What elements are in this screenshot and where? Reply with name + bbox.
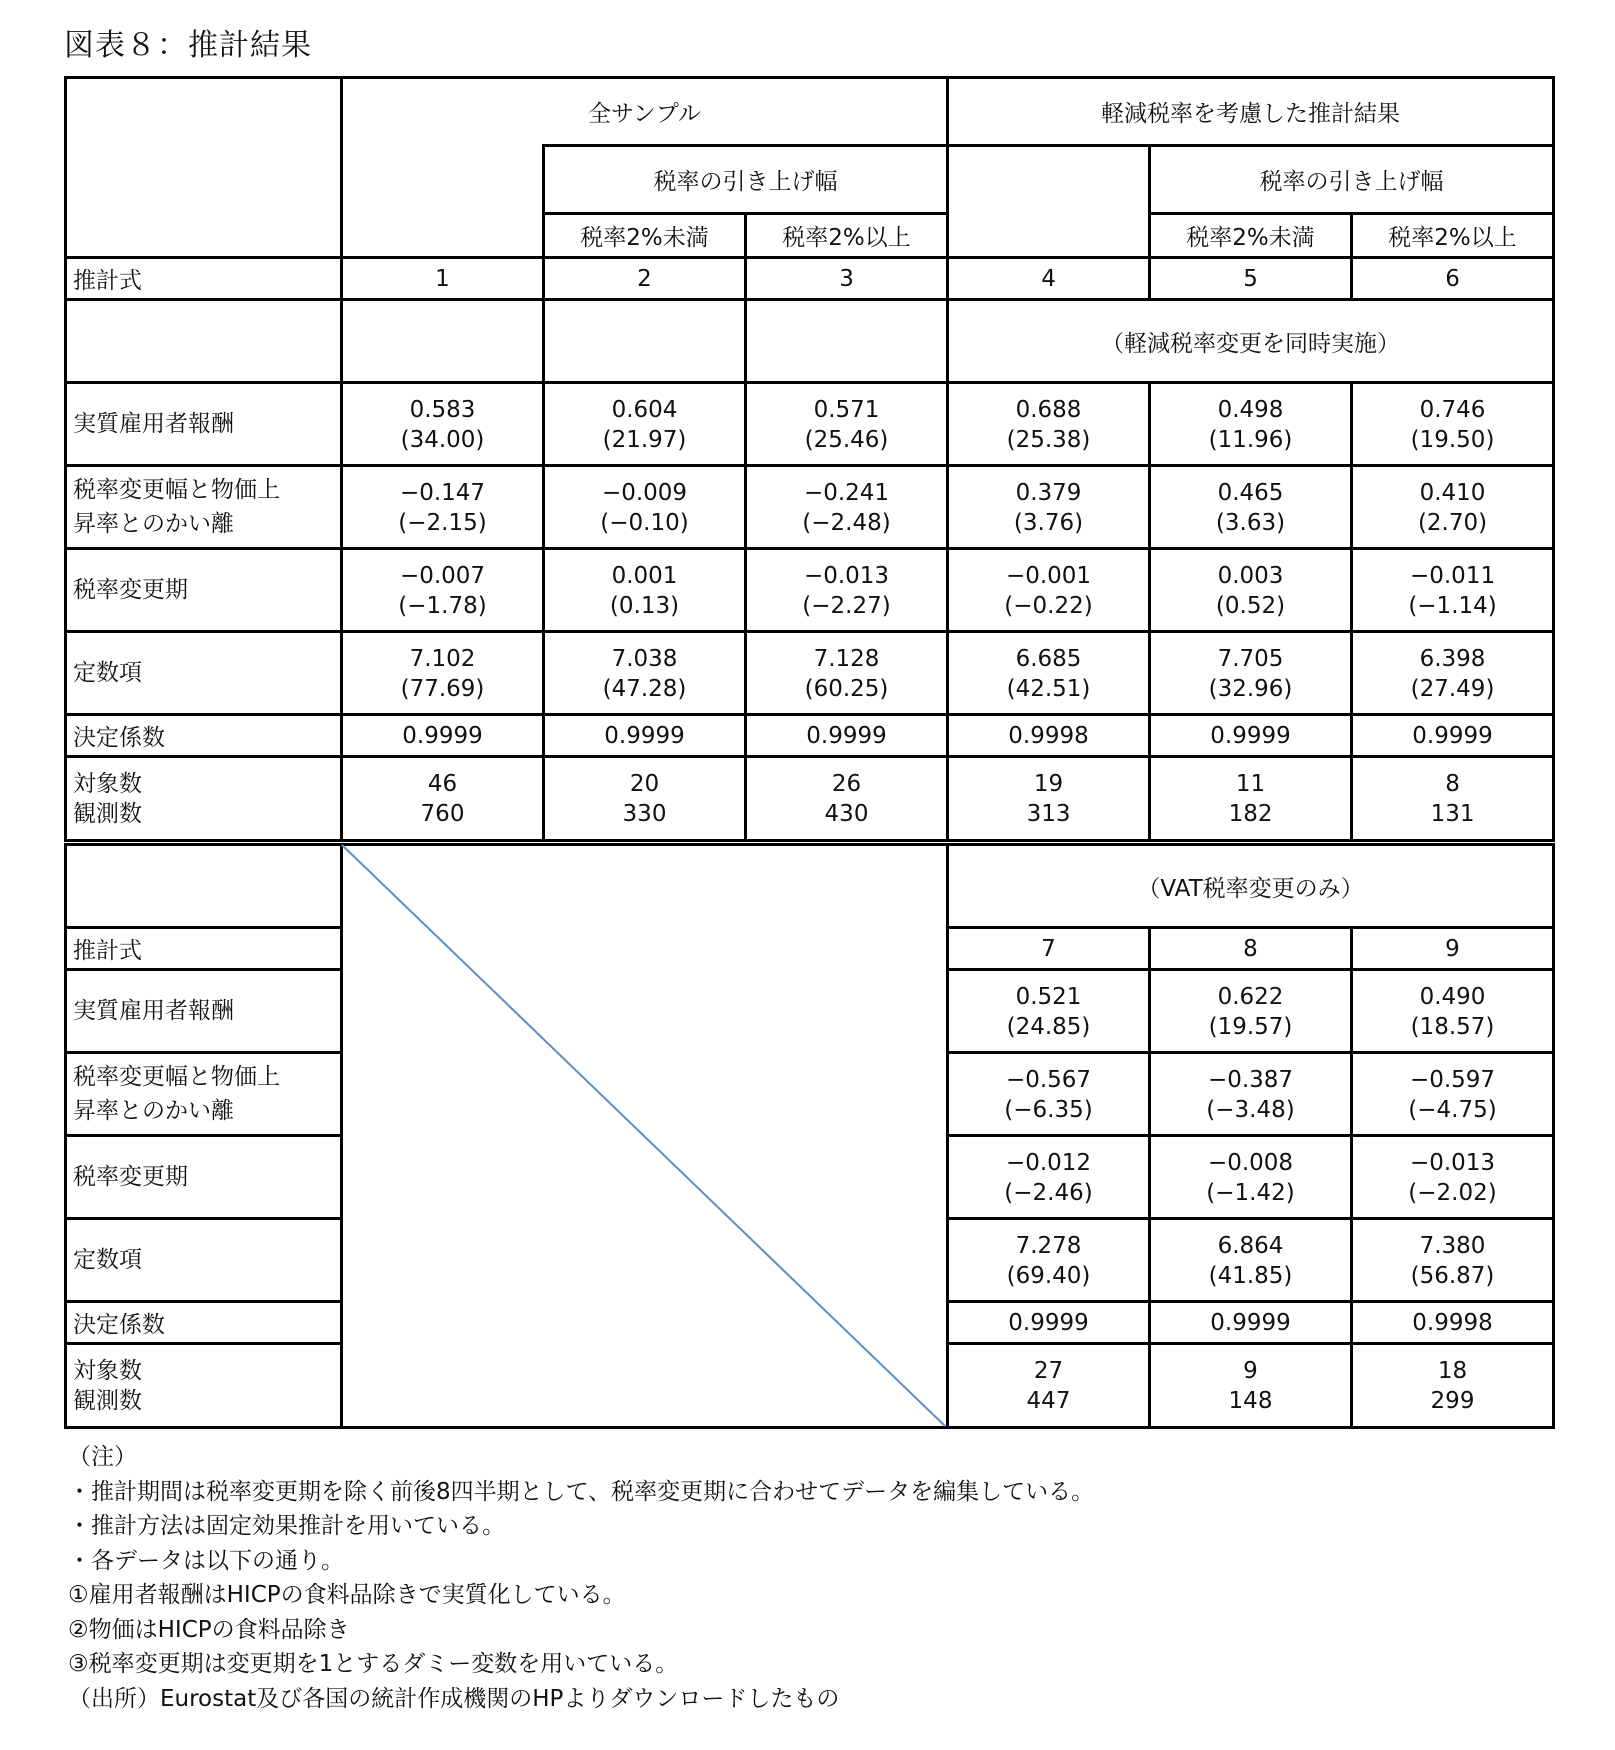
row-label: 対象数 観測数	[66, 757, 342, 841]
results-table-upper	[64, 76, 1555, 842]
row-label: 税率変更幅と物価上 昇率とのかい離	[66, 466, 342, 549]
cell: 0.9999	[746, 715, 948, 757]
header-spacer	[948, 214, 1150, 258]
row-label: 実質雇用者報酬	[66, 383, 342, 466]
cell: 0.571 (25.46)	[746, 383, 948, 466]
row-label: 定数項	[66, 632, 342, 715]
source-line: （出所）Eurostat及び各国の統計作成機関のHPよりダウンロードしたもの	[68, 1685, 840, 1712]
header-ge2-b: 税率2%以上	[1352, 214, 1554, 258]
header-spacer	[948, 146, 1150, 214]
cell: 0.9999	[1352, 715, 1554, 757]
cell: 0.9998	[1352, 1302, 1554, 1344]
header-spacer	[342, 146, 544, 214]
cell: 27 447	[948, 1344, 1150, 1428]
note-line: ・各データは以下の通り。	[68, 1547, 344, 1574]
blank-cell	[66, 845, 342, 928]
cell: 0.604 (21.97)	[544, 383, 746, 466]
row-label: 税率変更幅と物価上 昇率とのかい離	[66, 1053, 342, 1136]
note-line: ③税率変更期は変更期を1とするダミー変数を用いている。	[68, 1651, 679, 1677]
cell: 8 131	[1352, 757, 1554, 841]
header-blank	[66, 78, 342, 258]
cell: 0.688 (25.38)	[948, 383, 1150, 466]
eq-label: 推計式	[66, 928, 342, 970]
cell: −0.009 (−0.10)	[544, 466, 746, 549]
diagonal-empty-area	[342, 845, 948, 1428]
cell: −0.012 (−2.46)	[948, 1136, 1150, 1219]
note-line: ・推計方法は固定効果推計を用いている。	[68, 1513, 505, 1539]
cell: −0.013 (−2.27)	[746, 549, 948, 632]
eq-number: 6	[1352, 258, 1554, 300]
cell: 0.001 (0.13)	[544, 549, 746, 632]
cell: 0.9999	[948, 1302, 1150, 1344]
cell: 0.9999	[544, 715, 746, 757]
cell: 6.685 (42.51)	[948, 632, 1150, 715]
cell: 6.398 (27.49)	[1352, 632, 1554, 715]
cell: 7.278 (69.40)	[948, 1219, 1150, 1302]
cell: 9 148	[1150, 1344, 1352, 1428]
cell: −0.007 (−1.78)	[342, 549, 544, 632]
eq-number: 7	[948, 928, 1150, 970]
row-label: 対象数 観測数	[66, 1344, 342, 1428]
cell: 0.003 (0.52)	[1150, 549, 1352, 632]
blank-cell	[66, 300, 342, 383]
cell: 0.465 (3.63)	[1150, 466, 1352, 549]
eq-number: 4	[948, 258, 1150, 300]
cell: 0.9999	[1150, 1302, 1352, 1344]
cell: 20 330	[544, 757, 746, 841]
row-label: 税率変更期	[66, 549, 342, 632]
cell: 0.410 (2.70)	[1352, 466, 1554, 549]
eq-number: 5	[1150, 258, 1352, 300]
row-label: 実質雇用者報酬	[66, 970, 342, 1053]
note-line: （注）	[68, 1444, 137, 1470]
cell: 0.746 (19.50)	[1352, 383, 1554, 466]
cell: −0.001 (−0.22)	[948, 549, 1150, 632]
eq-number: 3	[746, 258, 948, 300]
row-label: 決定係数	[66, 715, 342, 757]
row-label: 税率変更期	[66, 1136, 342, 1219]
cell: −0.011 (−1.14)	[1352, 549, 1554, 632]
eq-number: 8	[1150, 928, 1352, 970]
header-group-reduced: 軽減税率を考慮した推計結果	[948, 78, 1554, 146]
eq-number: 2	[544, 258, 746, 300]
note-vat: （VAT税率変更のみ）	[948, 845, 1554, 928]
cell: 0.9999	[342, 715, 544, 757]
cell: −0.567 (−6.35)	[948, 1053, 1150, 1136]
note-line: ・推計期間は税率変更期を除く前後8四半期として、税率変更期に合わせてデータを編集している。	[68, 1478, 1095, 1505]
cell: 6.864 (41.85)	[1150, 1219, 1352, 1302]
cell: −0.147 (−2.15)	[342, 466, 544, 549]
cell: 18 299	[1352, 1344, 1554, 1428]
blank-cell	[746, 300, 948, 383]
cell: 7.038 (47.28)	[544, 632, 746, 715]
table-row	[66, 715, 1554, 757]
cell: 11 182	[1150, 757, 1352, 841]
cell: 7.102 (77.69)	[342, 632, 544, 715]
cell: 0.9998	[948, 715, 1150, 757]
note-simultaneous: （軽減税率変更を同時実施）	[948, 300, 1554, 383]
footnotes	[68, 1440, 1094, 1716]
cell: 0.583 (34.00)	[342, 383, 544, 466]
blank-cell	[544, 300, 746, 383]
table-row	[66, 549, 1554, 632]
header-spacer	[342, 214, 544, 258]
row-label: 決定係数	[66, 1302, 342, 1344]
note-line: ①雇用者報酬はHICPの食料品除きで実質化している。	[68, 1582, 626, 1608]
blank-cell	[342, 300, 544, 383]
cell: 0.521 (24.85)	[948, 970, 1150, 1053]
cell: −0.597 (−4.75)	[1352, 1053, 1554, 1136]
eq-label: 推計式	[66, 258, 342, 300]
row-label: 定数項	[66, 1219, 342, 1302]
header-group-all: 全サンプル	[342, 78, 948, 146]
note-line: ②物価はHICPの食料品除き	[68, 1616, 350, 1643]
cell: 7.705 (32.96)	[1150, 632, 1352, 715]
cell: 0.498 (11.96)	[1150, 383, 1352, 466]
figure-title: 図表８：推計結果	[64, 28, 312, 63]
cell: −0.387 (−3.48)	[1150, 1053, 1352, 1136]
header-sub-raise-2: 税率の引き上げ幅	[1150, 146, 1554, 214]
cell: −0.013 (−2.02)	[1352, 1136, 1554, 1219]
table-row	[66, 757, 1554, 841]
results-table-lower	[64, 843, 1555, 1429]
header-ge2: 税率2%以上	[746, 214, 948, 258]
cell: 46 760	[342, 757, 544, 841]
cell: −0.008 (−1.42)	[1150, 1136, 1352, 1219]
cell: 7.128 (60.25)	[746, 632, 948, 715]
header-sub-raise: 税率の引き上げ幅	[544, 146, 948, 214]
cell: 0.490 (18.57)	[1352, 970, 1554, 1053]
eq-number: 1	[342, 258, 544, 300]
cell: 26 430	[746, 757, 948, 841]
cell: −0.241 (−2.48)	[746, 466, 948, 549]
table-row	[66, 383, 1554, 466]
header-lt2: 税率2%未満	[544, 214, 746, 258]
cell: 7.380 (56.87)	[1352, 1219, 1554, 1302]
cell: 19 313	[948, 757, 1150, 841]
cell: 0.622 (19.57)	[1150, 970, 1352, 1053]
cell: 0.9999	[1150, 715, 1352, 757]
table-row	[66, 632, 1554, 715]
cell: 0.379 (3.76)	[948, 466, 1150, 549]
eq-number: 9	[1352, 928, 1554, 970]
header-lt2-b: 税率2%未満	[1150, 214, 1352, 258]
table-row	[66, 466, 1554, 549]
